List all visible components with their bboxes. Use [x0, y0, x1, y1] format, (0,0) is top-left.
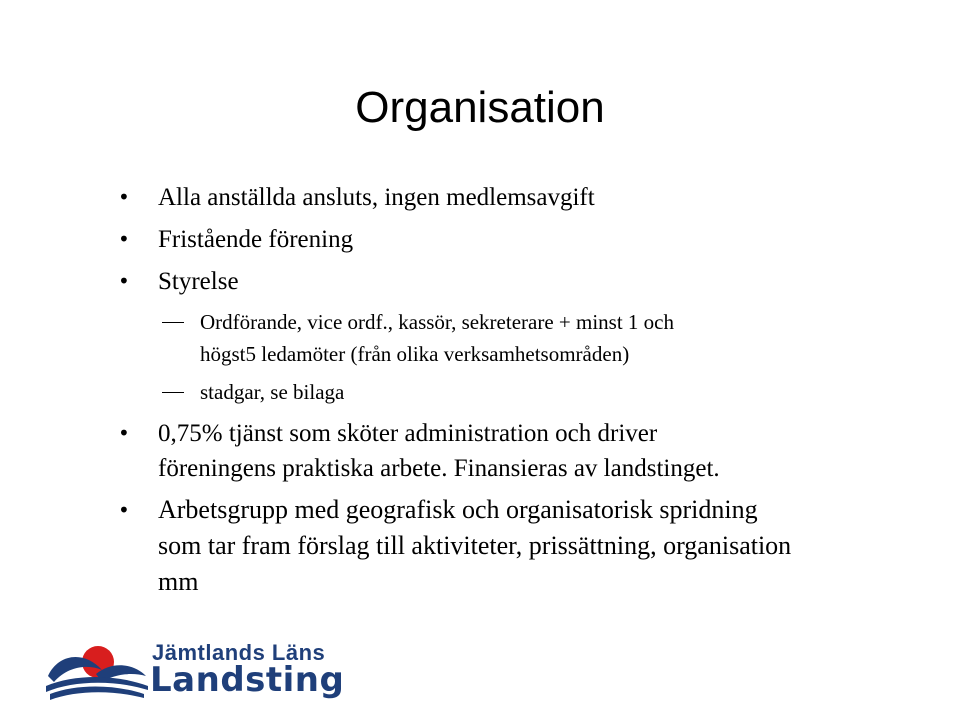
logo-text-line2: Landsting	[150, 660, 345, 700]
bullet-icon: •	[118, 185, 130, 209]
bullet-icon: •	[118, 269, 130, 293]
bullet-line: som tar fram förslag till aktiviteter, prissättning, organisation	[158, 531, 792, 560]
bullet-line: föreningens praktiska arbete. Finansieras av landstinget.	[158, 455, 720, 482]
slide-title: Organisation	[355, 83, 605, 132]
bullet-line: mm	[158, 567, 199, 596]
subbullet-line: stadgar, se bilaga	[200, 380, 345, 404]
bullet-icon: •	[118, 421, 130, 445]
logo-mark-icon	[40, 640, 152, 704]
subbullet-line: högst5 ledamöter (från olika verksamhetsområden)	[200, 342, 630, 366]
logo-text-line1: Jämtlands Läns	[152, 640, 326, 665]
bullet-item: Alla anställda ansluts, ingen medlemsavgift	[158, 184, 595, 211]
bullet-line: Arbetsgrupp med geografisk och organisatorisk spridning	[158, 495, 758, 524]
bullet-line: 0,75% tjänst som sköter administration och driver	[158, 420, 658, 447]
bullet-icon: •	[118, 227, 130, 251]
subbullet-line: Ordförande, vice ordf., kassör, sekreterare + minst 1 och	[200, 310, 674, 334]
dash-icon	[162, 392, 184, 393]
jamtlands-lans-landsting-logo	[40, 640, 345, 704]
dash-icon	[162, 322, 184, 323]
bullet-item: Styrelse	[158, 268, 239, 295]
bullet-icon: •	[118, 498, 130, 522]
bullet-item: Fristående förening	[158, 226, 354, 253]
